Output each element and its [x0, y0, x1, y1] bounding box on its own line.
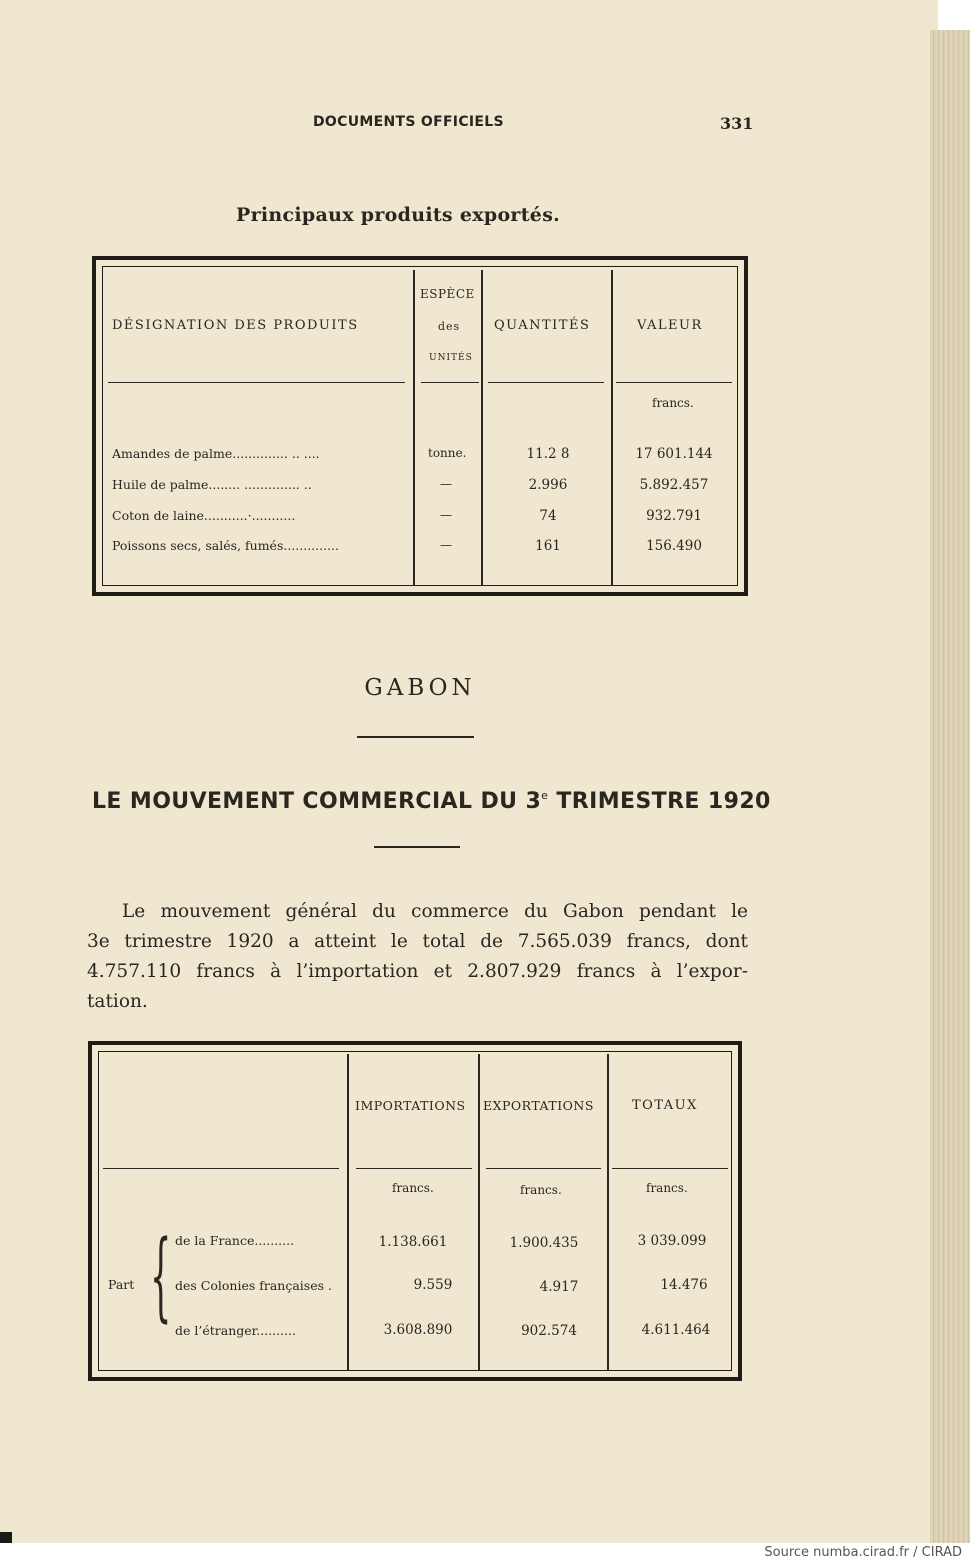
- trade-row-importations: 1.138.661: [378, 1234, 448, 1250]
- trade-row-totaux: 3 039.099: [637, 1233, 707, 1249]
- exportations-unit: francs.: [520, 1183, 562, 1197]
- running-head: DOCUMENTS OFFICIELS: [313, 114, 504, 130]
- exports-row-quantite: 161: [535, 538, 561, 554]
- exports-header-rule: [108, 382, 405, 383]
- exports-row-unit: —: [440, 538, 452, 552]
- group-label-part: Part: [108, 1277, 135, 1292]
- exports-row-designation: Coton de laine...........·...........: [112, 508, 296, 523]
- trade-header-rule: [103, 1168, 339, 1169]
- book-page-edges: [930, 30, 970, 1543]
- exports-row-quantite: 11.2 8: [526, 446, 570, 462]
- exports-row-quantite: 2.996: [528, 477, 568, 493]
- paragraph-line: 4.757.110 francs à l’importation et 2.807.929 francs à l’expor-: [87, 961, 748, 982]
- trade-row-importations: 9.559: [413, 1277, 453, 1293]
- section-rule: [357, 736, 474, 738]
- exports-col-separator: [611, 270, 613, 586]
- exports-col-separator: [481, 270, 483, 586]
- col-header-valeur: VALEUR: [637, 318, 703, 333]
- exports-header-rule: [488, 382, 604, 383]
- trade-row-totaux: 14.476: [660, 1277, 708, 1293]
- trade-row-label: de l’étranger..........: [175, 1323, 296, 1338]
- exports-row-unit: tonne.: [428, 446, 467, 460]
- heading-superscript: e: [541, 789, 549, 802]
- col-header-espece: ESPÈCE: [420, 287, 475, 301]
- heading-text-post: TRIMESTRE 1920: [548, 789, 771, 814]
- trade-row-totaux: 4.611.464: [641, 1322, 711, 1338]
- exports-row-designation: Amandes de palme.............. .. ....: [112, 446, 320, 461]
- exports-row-designation: Poissons secs, salés, fumés..............: [112, 538, 339, 553]
- totaux-unit: francs.: [646, 1181, 688, 1195]
- section-heading: [92, 789, 771, 814]
- paragraph-line: tation.: [87, 991, 148, 1012]
- col-header-totaux: TOTAUX: [632, 1098, 698, 1113]
- importations-unit: francs.: [392, 1181, 434, 1195]
- exports-row-designation: Huile de palme........ .............. ..: [112, 477, 312, 492]
- trade-row-importations: 3.608.890: [383, 1322, 453, 1338]
- col-header-espece-des: des: [438, 320, 461, 333]
- paragraph-line: 3e trimestre 1920 a atteint le total de 7.565.039 francs, dont: [87, 931, 748, 952]
- col-header-importations: IMPORTATIONS: [355, 1098, 466, 1113]
- heading-text-pre: LE MOUVEMENT COMMERCIAL DU 3: [92, 789, 542, 814]
- trade-col-separator: [478, 1054, 480, 1370]
- exports-row-unit: —: [440, 477, 452, 491]
- valeur-unit: francs.: [652, 396, 694, 410]
- exports-row-unit: —: [440, 508, 452, 522]
- trade-header-rule: [486, 1168, 601, 1169]
- exports-row-valeur: 932.791: [646, 508, 702, 524]
- exports-col-separator: [413, 270, 415, 586]
- group-brace: {: [150, 1220, 172, 1332]
- col-header-quantites: QUANTITÉS: [494, 318, 591, 333]
- col-header-designation: DÉSIGNATION DES PRODUITS: [112, 318, 359, 333]
- trade-col-separator: [347, 1054, 349, 1370]
- col-header-espece-unites: UNITÉS: [429, 353, 473, 363]
- heading-rule: [374, 846, 460, 848]
- exports-header-rule: [616, 382, 732, 383]
- source-credit: Source numba.cirad.fr / CIRAD: [764, 1545, 962, 1560]
- paragraph-line: Le mouvement général du commerce du Gabon pendant le: [122, 901, 748, 922]
- exports-header-rule: [421, 382, 479, 383]
- exports-row-quantite: 74: [539, 508, 557, 524]
- trade-row-exportations: 4.917: [539, 1279, 579, 1295]
- trade-row-label: de la France..........: [175, 1233, 295, 1248]
- trade-col-separator: [607, 1054, 609, 1370]
- col-header-exportations: EXPORTATIONS: [483, 1098, 594, 1113]
- section-title-gabon: GABON: [364, 675, 476, 701]
- trade-header-rule: [612, 1168, 728, 1169]
- page-number: 331: [720, 114, 754, 133]
- trade-row-label: des Colonies françaises .: [175, 1278, 332, 1293]
- trade-header-rule: [356, 1168, 472, 1169]
- scan-corner-mark: [0, 1532, 12, 1543]
- exports-table-title: Principaux produits exportés.: [236, 204, 561, 226]
- exports-row-valeur: 156.490: [646, 538, 702, 554]
- exports-row-valeur: 17 601.144: [635, 446, 713, 462]
- exports-row-valeur: 5.892.457: [639, 477, 709, 493]
- trade-row-exportations: 902.574: [521, 1323, 577, 1339]
- trade-row-exportations: 1.900.435: [509, 1235, 579, 1251]
